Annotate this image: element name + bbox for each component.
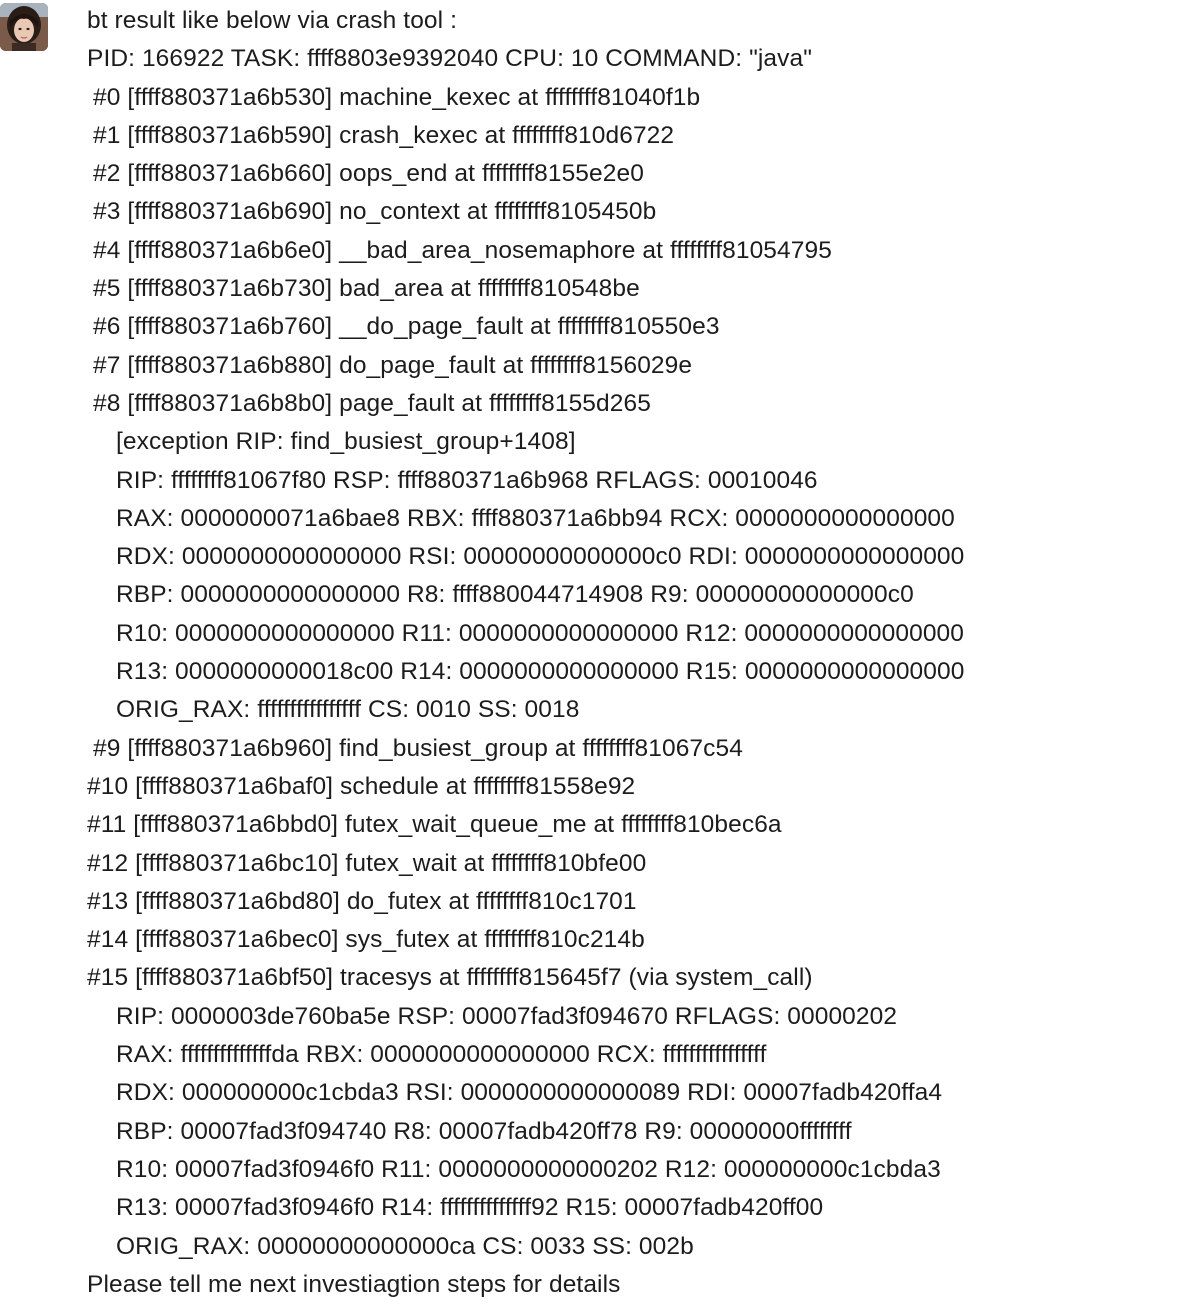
message-line: #8 [ffff880371a6b8b0] page_fault at ffffffff8155d265 [93, 389, 651, 417]
message-line: #2 [ffff880371a6b660] oops_end at ffffffff8155e2e0 [93, 160, 644, 188]
message-line: #9 [ffff880371a6b960] find_busiest_group at ffffffff81067c54 [93, 734, 743, 762]
message-line: #5 [ffff880371a6b730] bad_area at ffffffff810548be [93, 275, 640, 303]
message-line-request: Please tell me next investiagtion steps for details [87, 1270, 621, 1298]
avatar-photo-icon [0, 3, 48, 51]
message-line: #13 [ffff880371a6bd80] do_futex at ffffffff810c1701 [87, 887, 637, 915]
message-line: PID: 166922 TASK: ffff8803e9392040 CPU: 10 COMMAND: "java" [87, 45, 813, 73]
message-line: #4 [ffff880371a6b6e0] __bad_area_nosemaphore at ffffffff81054795 [93, 236, 832, 264]
message-line: #14 [ffff880371a6bec0] sys_futex at ffffffff810c214b [87, 926, 645, 954]
message-line: #1 [ffff880371a6b590] crash_kexec at ffffffff810d6722 [93, 121, 675, 149]
message-line: R13: 0000000000018c00 R14: 0000000000000000 R15: 0000000000000000 [116, 658, 965, 686]
message-line: RAX: ffffffffffffffda RBX: 0000000000000000 RCX: ffffffffffffffff [116, 1041, 767, 1069]
message-line: ORIG_RAX: 00000000000000ca CS: 0033 SS: 002b [116, 1232, 694, 1260]
message-line: #0 [ffff880371a6b530] machine_kexec at ffffffff81040f1b [93, 83, 701, 111]
message-line: #10 [ffff880371a6baf0] schedule at ffffffff81558e92 [87, 772, 636, 800]
message-line: R13: 00007fad3f0946f0 R14: ffffffffffffff92 R15: 00007fadb420ff00 [116, 1194, 824, 1222]
message-line: #11 [ffff880371a6bbd0] futex_wait_queue_me at ffffffff810bec6a [87, 811, 782, 839]
message-line: RDX: 000000000c1cbda3 RSI: 0000000000000089 RDI: 00007fadb420ffa4 [116, 1079, 943, 1107]
message-line: ORIG_RAX: ffffffffffffffff CS: 0010 SS: 0018 [116, 696, 580, 724]
message-line: RIP: 0000003de760ba5e RSP: 00007fad3f094670 RFLAGS: 00000202 [116, 1002, 898, 1030]
message-line: RAX: 0000000071a6bae8 RBX: ffff880371a6bb94 RCX: 0000000000000000 [116, 504, 955, 532]
message-body [87, 2, 1182, 1304]
message-line: #15 [ffff880371a6bf50] tracesys at ffffffff815645f7 (via system_call) [87, 964, 813, 992]
message-line: RBP: 00007fad3f094740 R8: 00007fadb420ff78 R9: 00000000ffffffff [116, 1117, 852, 1145]
message-line: #6 [ffff880371a6b760] __do_page_fault at ffffffff810550e3 [93, 313, 720, 341]
message-line: [exception RIP: find_busiest_group+1408] [116, 428, 576, 456]
message-line: #12 [ffff880371a6bc10] futex_wait at ffffffff810bfe00 [87, 849, 647, 877]
message-line: RDX: 0000000000000000 RSI: 00000000000000c0 RDI: 0000000000000000 [116, 543, 965, 571]
message-line: R10: 0000000000000000 R11: 0000000000000000 R12: 0000000000000000 [116, 619, 965, 647]
message-line: RIP: ffffffff81067f80 RSP: ffff880371a6b968 RFLAGS: 00010046 [116, 466, 818, 494]
message-line: #3 [ffff880371a6b690] no_context at ffffffff8105450b [93, 198, 657, 226]
avatar[interactable] [0, 3, 48, 51]
message-line: RBP: 0000000000000000 R8: ffff880044714908 R9: 00000000000000c0 [116, 581, 914, 609]
message-line-intro: bt result like below via crash tool : [87, 7, 458, 34]
message-line: #7 [ffff880371a6b880] do_page_fault at ffffffff8156029e [93, 351, 693, 379]
message-line: R10: 00007fad3f0946f0 R11: 0000000000000202 R12: 000000000c1cbda3 [116, 1155, 941, 1183]
